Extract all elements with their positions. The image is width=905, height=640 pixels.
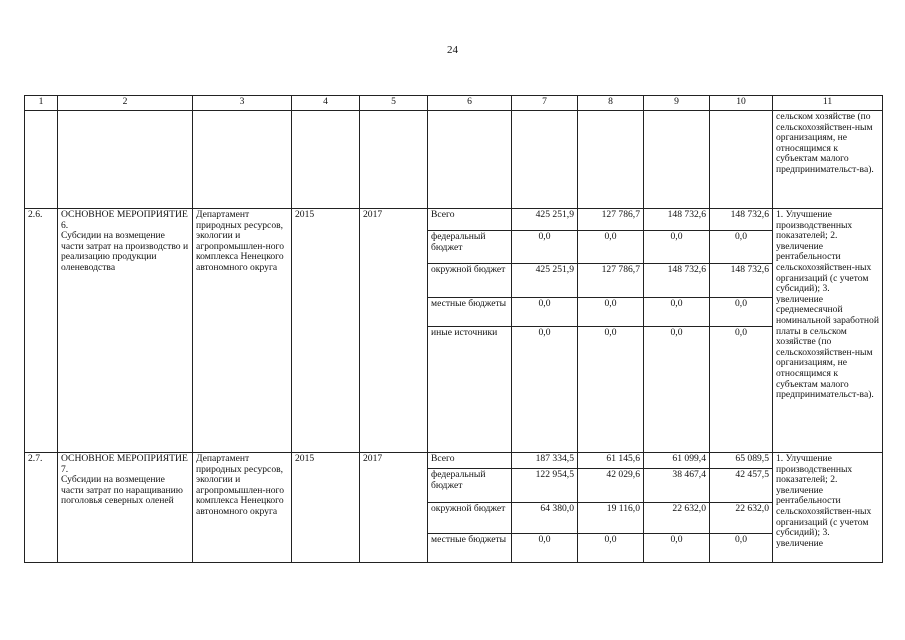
measure-row <box>25 453 883 469</box>
amount-cell: 0,0 <box>578 231 644 264</box>
amount-cell: 65 089,5 <box>710 453 773 469</box>
results-cell: сельском хозяйстве (по сельскохозяйствен-ным организациям, не относящимся к субъектам малого предпринимательст-ва). <box>773 111 883 209</box>
end-year: 2017 <box>360 453 428 563</box>
amount-cell: 0,0 <box>512 231 578 264</box>
amount-cell: 0,0 <box>644 231 710 264</box>
source-name: иные источники <box>428 327 512 453</box>
header-cell: 2 <box>58 96 193 111</box>
program-table <box>24 95 883 563</box>
amount-cell: 0,0 <box>644 327 710 453</box>
amount-cell: 0,0 <box>644 298 710 327</box>
measure-title: ОСНОВНОЕ МЕРОПРИЯТИЕ 6. <box>61 209 188 231</box>
start-year: 2015 <box>292 453 360 563</box>
results-cell: 1. Улучшение производственных показателей; 2. увеличение рентабельности сельскохозяйствен-ных организаций (с учетом субсидий); 3. увеличение <box>773 453 883 563</box>
end-year: 2017 <box>360 209 428 453</box>
header-cell: 4 <box>292 96 360 111</box>
amount-cell: 425 251,9 <box>512 209 578 231</box>
source-name: Всего <box>428 209 512 231</box>
source-name: окружной бюджет <box>428 264 512 298</box>
continuation-row <box>25 111 883 209</box>
header-row <box>25 96 883 111</box>
measure-title: ОСНОВНОЕ МЕРОПРИЯТИЕ 7. <box>61 453 188 475</box>
amount-cell: 22 632,0 <box>644 503 710 534</box>
header-cell: 6 <box>428 96 512 111</box>
amount-cell: 42 457,5 <box>710 469 773 503</box>
amount-cell: 148 732,6 <box>644 209 710 231</box>
measure-number: 2.7. <box>25 453 58 563</box>
measure-description: Субсидии на возмещение части затрат на производство и реализацию продукции оленеводства <box>61 230 189 273</box>
header-cell: 8 <box>578 96 644 111</box>
source-name: Всего <box>428 453 512 469</box>
amount-cell: 22 632,0 <box>710 503 773 534</box>
amount-cell: 0,0 <box>710 231 773 264</box>
amount-cell: 0,0 <box>578 534 644 563</box>
header-cell: 11 <box>773 96 883 111</box>
amount-cell: 0,0 <box>710 534 773 563</box>
amount-cell: 127 786,7 <box>578 209 644 231</box>
amount-cell: 148 732,6 <box>644 264 710 298</box>
amount-cell: 61 145,6 <box>578 453 644 469</box>
source-name: федеральный бюджет <box>428 469 512 503</box>
amount-cell: 0,0 <box>710 298 773 327</box>
amount-cell: 127 786,7 <box>578 264 644 298</box>
amount-cell: 0,0 <box>512 298 578 327</box>
amount-cell: 0,0 <box>578 298 644 327</box>
page-number: 24 <box>447 44 458 56</box>
results-cell: 1. Улучшение производственных показателей; 2. увеличение рентабельности сельскохозяйствен-ных организаций (с учетом субсидий); 3. увеличение среднемесячной номинальной заработной платы в сельском хозяйстве (по сельскохозяйствен-ным организациям, не относящимся к субъектам малого предпринимательст-ва). <box>773 209 883 453</box>
header-cell: 3 <box>193 96 292 111</box>
amount-cell: 0,0 <box>710 327 773 453</box>
header-cell: 10 <box>710 96 773 111</box>
executor-cell: Департамент природных ресурсов, экологии и агропромышлен-ного комплекса Ненецкого автономного округа <box>193 453 292 563</box>
amount-cell: 42 029,6 <box>578 469 644 503</box>
amount-cell: 187 334,5 <box>512 453 578 469</box>
measure-number: 2.6. <box>25 209 58 453</box>
start-year: 2015 <box>292 209 360 453</box>
source-name: окружной бюджет <box>428 503 512 534</box>
amount-cell: 148 732,6 <box>710 264 773 298</box>
header-cell: 1 <box>25 96 58 111</box>
measure-name <box>58 453 193 563</box>
amount-cell: 0,0 <box>644 534 710 563</box>
amount-cell: 0,0 <box>512 327 578 453</box>
amount-cell: 0,0 <box>512 534 578 563</box>
amount-cell: 61 099,4 <box>644 453 710 469</box>
source-name: федеральный бюджет <box>428 231 512 264</box>
executor-cell: Департамент природных ресурсов, экологии и агропромышлен-ного комплекса Ненецкого автономного округа <box>193 209 292 453</box>
amount-cell: 19 116,0 <box>578 503 644 534</box>
measure-description: Субсидии на возмещение части затрат по наращиванию поголовья северных оленей <box>61 474 183 507</box>
amount-cell: 425 251,9 <box>512 264 578 298</box>
measure-name <box>58 209 193 453</box>
amount-cell: 122 954,5 <box>512 469 578 503</box>
source-name: местные бюджеты <box>428 298 512 327</box>
source-name: местные бюджеты <box>428 534 512 563</box>
header-cell: 7 <box>512 96 578 111</box>
measure-row <box>25 209 883 231</box>
amount-cell: 148 732,6 <box>710 209 773 231</box>
amount-cell: 64 380,0 <box>512 503 578 534</box>
amount-cell: 38 467,4 <box>644 469 710 503</box>
amount-cell: 0,0 <box>578 327 644 453</box>
header-cell: 9 <box>644 96 710 111</box>
header-cell: 5 <box>360 96 428 111</box>
